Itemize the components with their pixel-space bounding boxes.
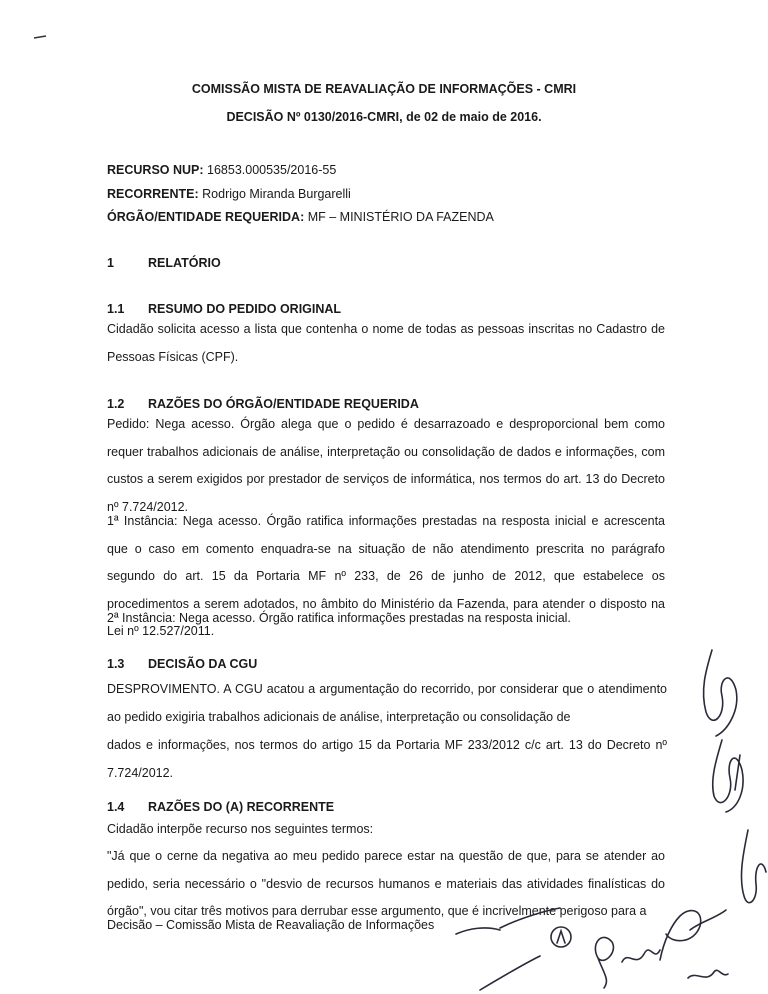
section-1-4-title: RAZÕES DO (A) RECORRENTE: [148, 800, 335, 814]
recurso-line: [107, 163, 336, 177]
section-1-4-number: 1.4: [107, 800, 125, 814]
section-1-2-paragraph-1: Pedido: Nega acesso. Órgão alega que o pedido é desarrazoado e desproporcional bem como requer trabalhos adicionais de análise, interpretação ou consolidação de dados e informações, com custos a serem exigidos por prestador de serviços de informática, nos termos do art. 13 do Decreto nº 7.724/2012.: [107, 417, 665, 514]
section-1-3-number: 1.3: [107, 657, 125, 671]
section-1-2-title: RAZÕES DO ÓRGÃO/ENTIDADE REQUERIDA: [148, 397, 419, 411]
margin-initials: [704, 650, 766, 903]
recorrente-value: Rodrigo Miranda Burgarelli: [198, 187, 351, 201]
section-1-2-paragraph-2: 1ª Instância: Nega acesso. Órgão ratifica informações prestadas na resposta inicial e acrescenta que o caso em comento enquadra-se na situação de não atendimento prescrita no parágrafo segundo do art. 15 da Portaria MF nº 233, de 26 de junho de 2012, que estabelece os procedimentos a serem adotados, no âmbito do Ministério da Fazenda, para atender o disposto na Lei nº 12.527/2011.: [107, 514, 665, 638]
section-1-title: RELATÓRIO: [148, 256, 221, 270]
recurso-label: RECURSO NUP:: [107, 163, 204, 177]
commission-title: COMISSÃO MISTA DE REAVALIAÇÃO DE INFORMAÇÕES - CMRI: [191, 82, 577, 96]
section-1-2-number: 1.2: [107, 397, 125, 411]
section-1-3-paragraph-2: dados e informações, nos termos do artigo 15 da Portaria MF 233/2012 c/c art. 13 do Decreto nº 7.724/2012.: [107, 738, 667, 780]
orgao-line: [107, 210, 494, 224]
section-1-number: 1: [107, 256, 114, 270]
recurso-value: 16853.000535/2016-55: [203, 163, 337, 177]
recorrente-line: [107, 187, 351, 201]
section-1-1-title: RESUMO DO PEDIDO ORIGINAL: [148, 302, 342, 316]
section-1-4-paragraph-2: "Já que o cerne da negativa ao meu pedido parece estar na questão de que, para se atender ao pedido, seria necessário o "desvio de recursos humanos e materiais das atividades finalísticas do órgão", vou citar três motivos para derrubar esse argumento, que é incrivelmente perigoso para a: [107, 849, 665, 918]
orgao-label: ÓRGÃO/ENTIDADE REQUERIDA:: [107, 210, 305, 224]
section-1-1-text: Cidadão solicita acesso a lista que contenha o nome de todas as pessoas inscritas no Cadastro de Pessoas Físicas (CPF).: [107, 322, 665, 364]
section-1-3-paragraph-1: DESPROVIMENTO. A CGU acatou a argumentação do recorrido, por considerar que o atendimento ao pedido exigiria trabalhos adicionais de análise, interpretação ou consolidação de: [107, 682, 667, 724]
decision-number: DECISÃO Nº 0130/2016-CMRI, de 02 de maio de 2016.: [226, 110, 542, 124]
recorrente-label: RECORRENTE:: [107, 187, 199, 201]
section-1-2-paragraph-3: 2ª Instância: Nega acesso. Órgão ratifica informações prestadas na resposta inicial.: [107, 611, 571, 625]
scan-speck: [34, 36, 46, 38]
orgao-value: MF – MINISTÉRIO DA FAZENDA: [304, 210, 494, 224]
section-1-4-paragraph-1: Cidadão interpõe recurso nos seguintes termos:: [107, 822, 374, 836]
section-1-1-number: 1.1: [107, 302, 125, 316]
section-1-3-title: DECISÃO DA CGU: [148, 657, 258, 671]
footer-text: Decisão – Comissão Mista de Reavaliação de Informações: [107, 918, 435, 932]
